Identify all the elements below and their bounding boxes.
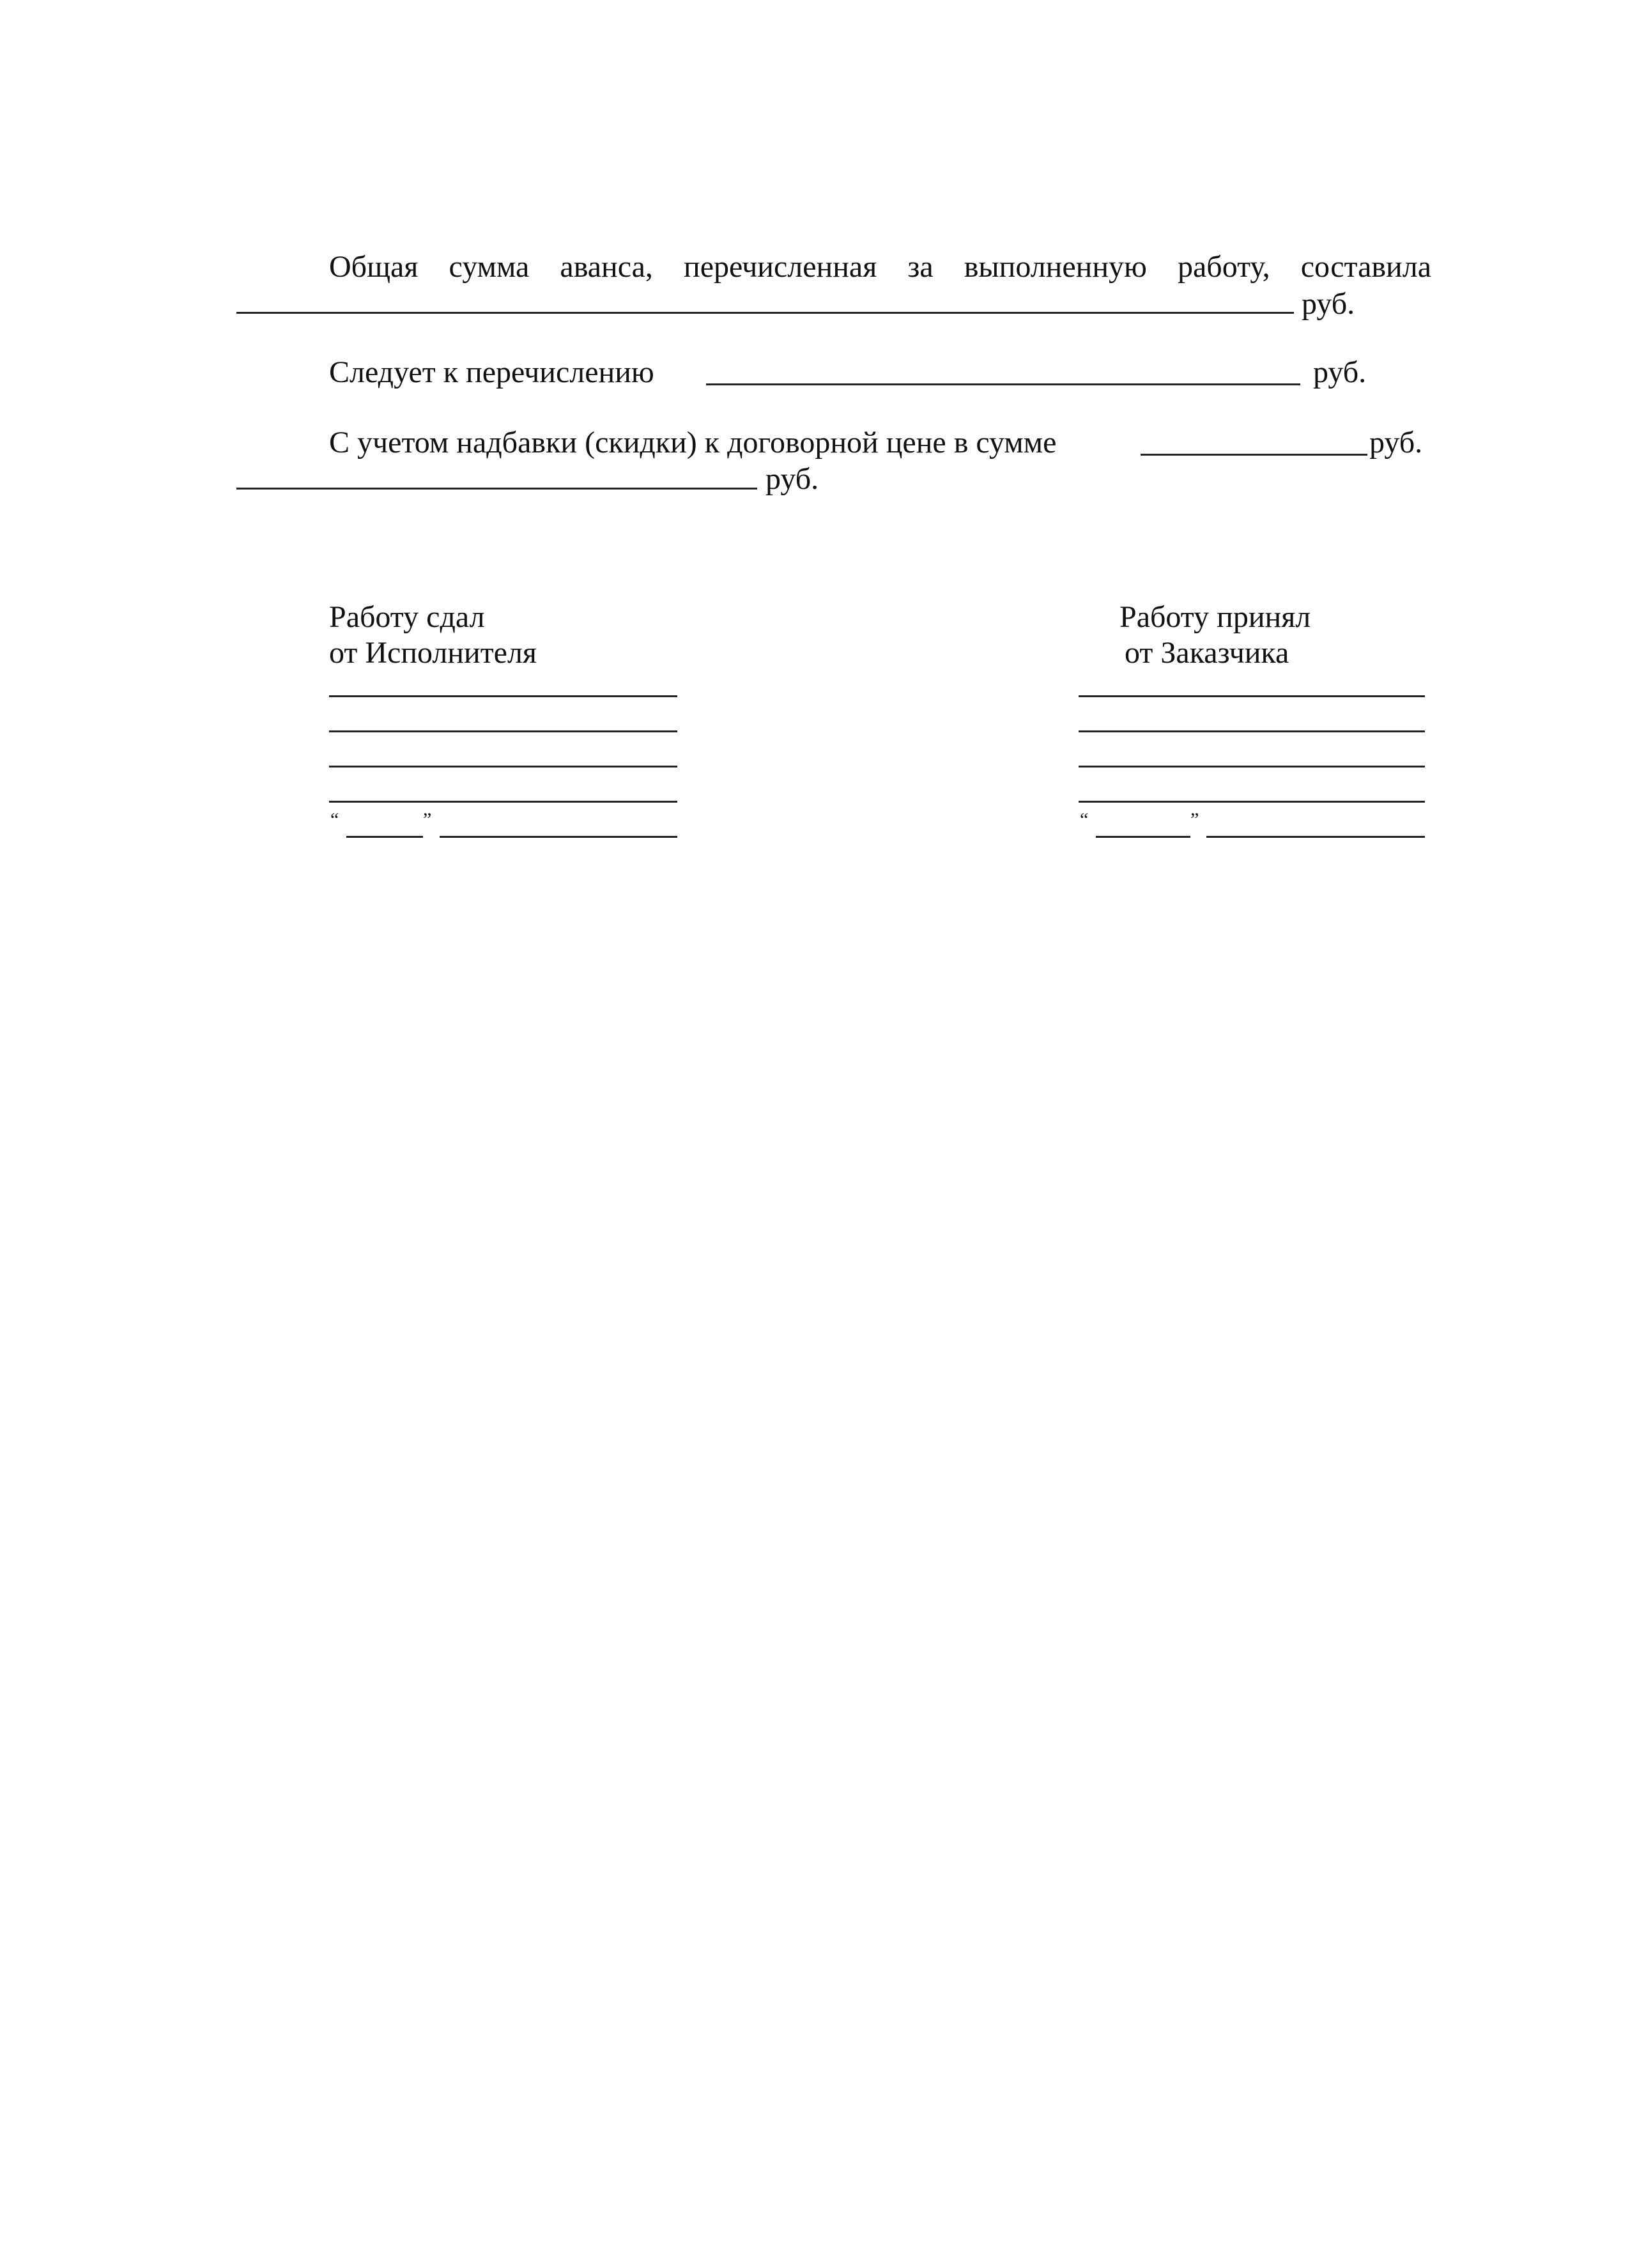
surcharge-text: С учетом надбавки (скидки) к договорной цене в сумме xyxy=(329,426,1057,459)
transfer-amount-blank[interactable] xyxy=(706,383,1300,385)
surcharge-total-blank[interactable] xyxy=(236,488,757,490)
surcharge-amount-blank[interactable] xyxy=(1141,454,1367,456)
customer-date-day-blank[interactable] xyxy=(1096,836,1190,838)
customer-title: Работу принял xyxy=(1119,600,1311,634)
customer-line-2[interactable] xyxy=(1079,730,1425,732)
customer-subtitle: от Заказчика xyxy=(1125,636,1289,670)
contractor-date-day-blank[interactable] xyxy=(346,836,423,838)
advance-unit: руб. xyxy=(1302,287,1355,321)
customer-line-1[interactable] xyxy=(1079,695,1425,697)
customer-date-quote-open: “ xyxy=(1080,809,1089,830)
contractor-subtitle: от Исполнителя xyxy=(329,636,537,670)
contractor-line-1[interactable] xyxy=(329,695,677,697)
contractor-line-2[interactable] xyxy=(329,730,677,732)
customer-date-month-blank[interactable] xyxy=(1206,836,1425,838)
advance-amount-blank[interactable] xyxy=(236,312,1294,314)
contractor-line-4[interactable] xyxy=(329,801,677,803)
contractor-line-3[interactable] xyxy=(329,766,677,768)
surcharge-unit-inline: руб. xyxy=(1369,426,1423,459)
advance-text: Общая сумма аванса, перечисленная за выполненную работу, составила xyxy=(329,250,1431,284)
customer-line-4[interactable] xyxy=(1079,801,1425,803)
transfer-unit: руб. xyxy=(1313,355,1367,389)
contractor-date-month-blank[interactable] xyxy=(440,836,677,838)
customer-line-3[interactable] xyxy=(1079,766,1425,768)
surcharge-unit-line2: руб. xyxy=(765,462,819,496)
contractor-title: Работу сдал xyxy=(329,600,485,634)
contractor-date-quote-open: “ xyxy=(330,809,339,830)
transfer-text: Следует к перечислению xyxy=(329,355,654,389)
contractor-date-quote-close: ” xyxy=(423,809,432,830)
customer-date-quote-close: ” xyxy=(1190,809,1199,830)
